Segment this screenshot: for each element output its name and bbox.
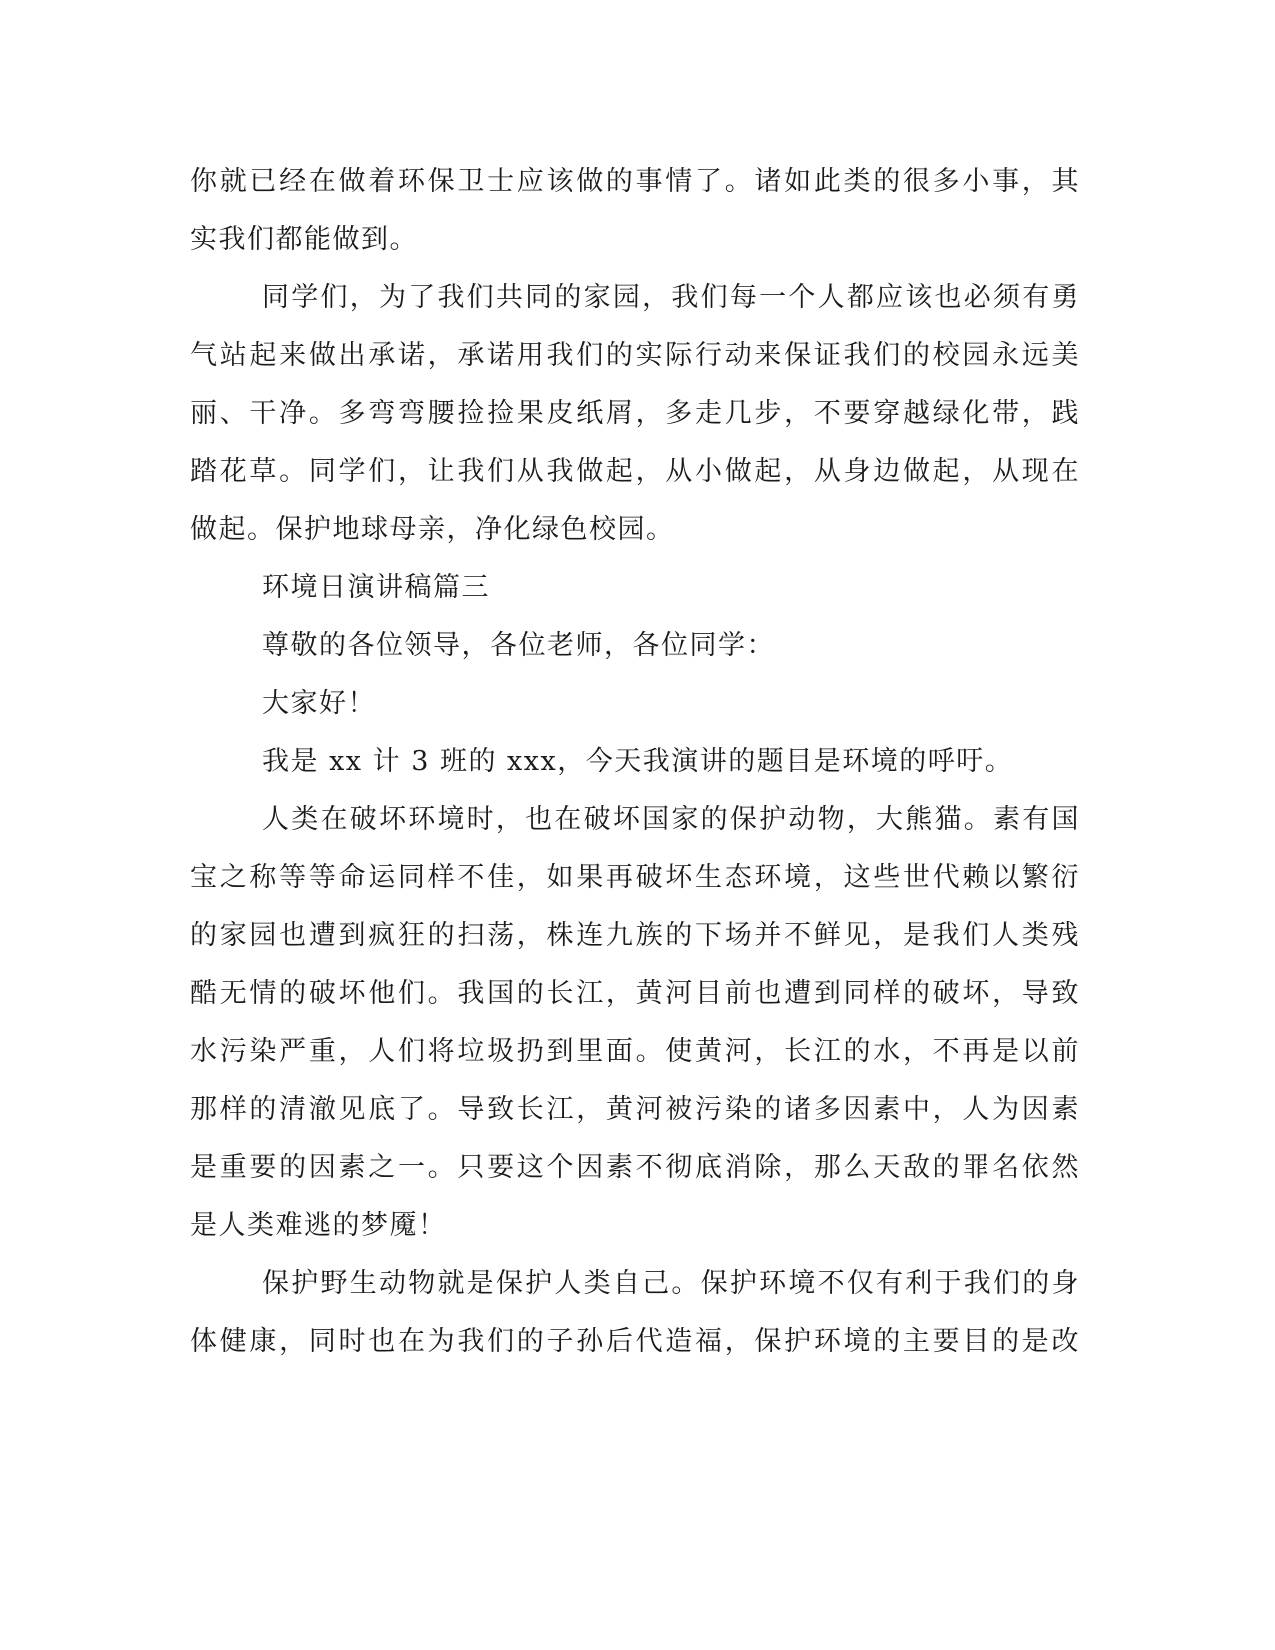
text-line: 的家园也遭到疯狂的扫荡，株连九族的下场并不鲜见，是我们人类残 <box>190 920 1080 951</box>
greeting: 大家好！ <box>262 688 376 719</box>
text-line: 水污染严重，人们将垃圾扔到里面。使黄河，长江的水，不再是以前 <box>190 1036 1080 1067</box>
text-line: 宝之称等等命运同样不佳，如果再破坏生态环境，这些世代赖以繁衍 <box>190 862 1080 893</box>
text-line: 酷无情的破坏他们。我国的长江，黄河目前也遭到同样的破坏，导致 <box>190 978 1080 1009</box>
paragraph-first-line: 人类在破坏环境时，也在破坏国家的保护动物，大熊猫。素有国 <box>262 804 1080 835</box>
text-line: 是人类难逃的梦魇！ <box>190 1210 447 1241</box>
text-line: 实我们都能做到。 <box>190 224 418 255</box>
text-line: 你就已经在做着环保卫士应该做的事情了。诸如此类的很多小事，其 <box>190 166 1080 197</box>
text-line: 丽、干净。多弯弯腰捡捡果皮纸屑，多走几步，不要穿越绿化带，践 <box>190 398 1080 429</box>
salutation: 尊敬的各位领导，各位老师，各位同学： <box>262 630 775 661</box>
text-line: 体健康，同时也在为我们的子孙后代造福，保护环境的主要目的是改 <box>190 1326 1080 1357</box>
introduction: 我是 xx 计 3 班的 xxx，今天我演讲的题目是环境的呼吁。 <box>262 746 1014 777</box>
text-line: 是重要的因素之一。只要这个因素不彻底消除，那么天敌的罪名依然 <box>190 1152 1080 1183</box>
text-line: 气站起来做出承诺，承诺用我们的实际行动来保证我们的校园永远美 <box>190 340 1080 371</box>
text-line: 那样的清澈见底了。导致长江，黄河被污染的诸多因素中，人为因素 <box>190 1094 1080 1125</box>
section-heading: 环境日演讲稿篇三 <box>262 572 490 603</box>
text-line: 做起。保护地球母亲，净化绿色校园。 <box>190 514 675 545</box>
paragraph-first-line: 保护野生动物就是保护人类自己。保护环境不仅有利于我们的身 <box>262 1268 1080 1299</box>
text-line: 踏花草。同学们，让我们从我做起，从小做起，从身边做起，从现在 <box>190 456 1080 487</box>
paragraph-first-line: 同学们，为了我们共同的家园，我们每一个人都应该也必须有勇 <box>262 282 1080 313</box>
